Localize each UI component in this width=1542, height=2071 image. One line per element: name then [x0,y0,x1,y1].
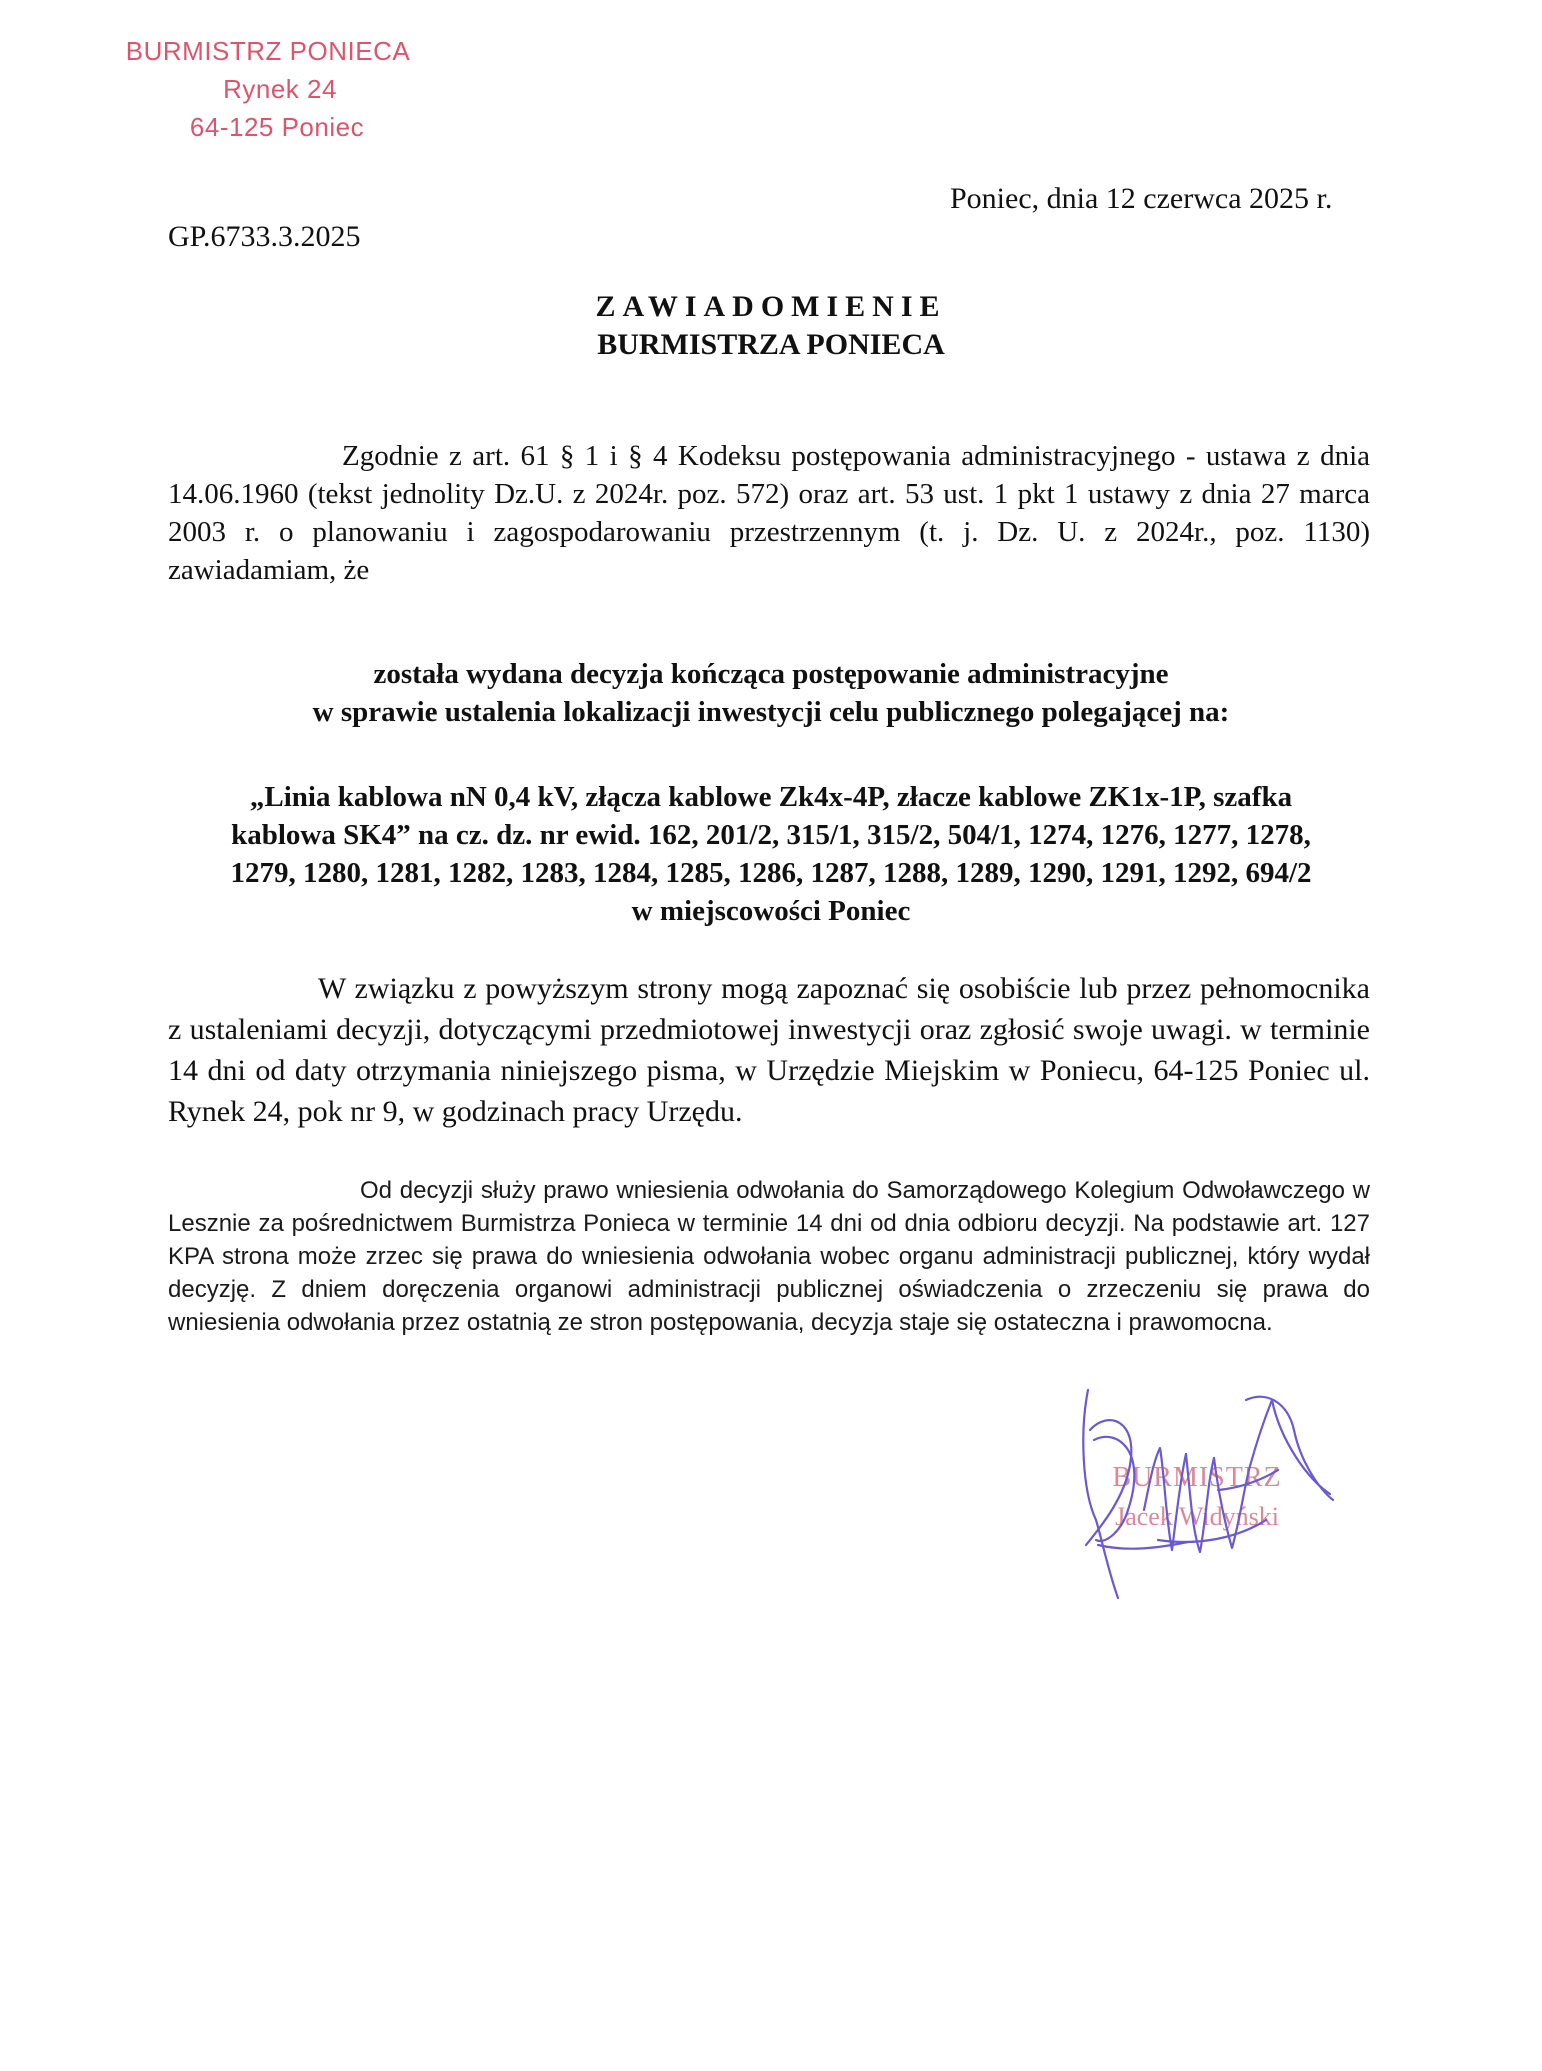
inspection-paragraph: W związku z powyższym strony mogą zapoznać się osobiście lub przez pełnomocnika z ustaleniami decyzji, dotyczącymi przedmiotowej inwestycji oraz zgłosić swoje uwagi. w terminie 14 dni od daty otrzymania niniejszego pisma, w Urzędzie Miejskim w Poniecu, 64-125 Poniec ul. Rynek 24, pok nr 9, w godzinach pracy Urzędu. [168,972,1370,1128]
subject-line-3: 1279, 1280, 1281, 1282, 1283, 1284, 1285, 1286, 1287, 1288, 1289, 1290, 1291, 1292, 694/2 [230,857,1312,889]
decision-statement [130,655,1412,731]
case-reference: GP.6733.3.2025 [168,220,361,253]
mayor-stamp-name: Jacek Widyński [1115,1502,1279,1531]
document-date: Poniec, dnia 12 czerwca 2025 r. [950,182,1333,215]
decision-line-2: w sprawie ustalenia lokalizacji inwestycji celu publicznego polegającej na: [312,696,1230,728]
document-issuer: BURMISTRZA PONIECA [597,328,945,361]
mayor-stamp-title: BURMISTRZ [1112,1462,1282,1493]
legal-basis-paragraph: Zgodnie z art. 61 § 1 i § 4 Kodeksu postępowania administracyjnego - ustawa z dnia 14.06.1960 (tekst jednolity Dz.U. z 2024r. poz. 572) oraz art. 53 ust. 1 pkt 1 ustawy z dnia 27 marca 2003 r. o planowaniu i zagospodarowaniu przestrzennym (t. j. Dz. U. z 2024r., poz. 1130) zawiadamiam, że [168,440,1370,586]
document-title: ZAWIADOMIENIE [595,290,947,323]
office-stamp [118,32,418,146]
stamp-line-1: BURMISTRZ PONIECA [125,36,411,66]
handwritten-signature [1068,1370,1338,1610]
decision-line-1: została wydana decyzja kończąca postępowanie administracyjne [373,658,1169,690]
subject-line-2: kablowa SK4” na cz. dz. nr ewid. 162, 201/2, 315/1, 315/2, 504/1, 1274, 1276, 1277, 1278, [231,819,1311,851]
appeal-paragraph: Od decyzji służy prawo wniesienia odwołania do Samorządowego Kolegium Odwoławczego w Lesznie za pośrednictwem Burmistrza Ponieca w terminie 14 dni od dnia odbioru decyzji. Na podstawie art. 127 KPA strona może zrzec się prawa do wniesienia odwołania wobec organu administracji publicznej, który wydał decyzję. Z dniem doręczenia organowi administracji publicznej oświadczenia o zrzeczeniu się prawa do wniesienia odwołania przez ostatnią ze stron postępowania, decyzja staje się ostateczna i prawomocna. [168,1177,1370,1336]
stamp-line-3: 64-125 Poniec [189,112,365,142]
stamp-line-2: Rynek 24 [223,74,337,104]
subject-line-4: w miejscowości Poniec [631,895,911,927]
investment-subject [130,778,1412,930]
subject-line-1: „Linia kablowa nN 0,4 kV, złącza kablowe Zk4x-4P, złacze kablowe ZK1x-1P, szafka [249,781,1293,813]
